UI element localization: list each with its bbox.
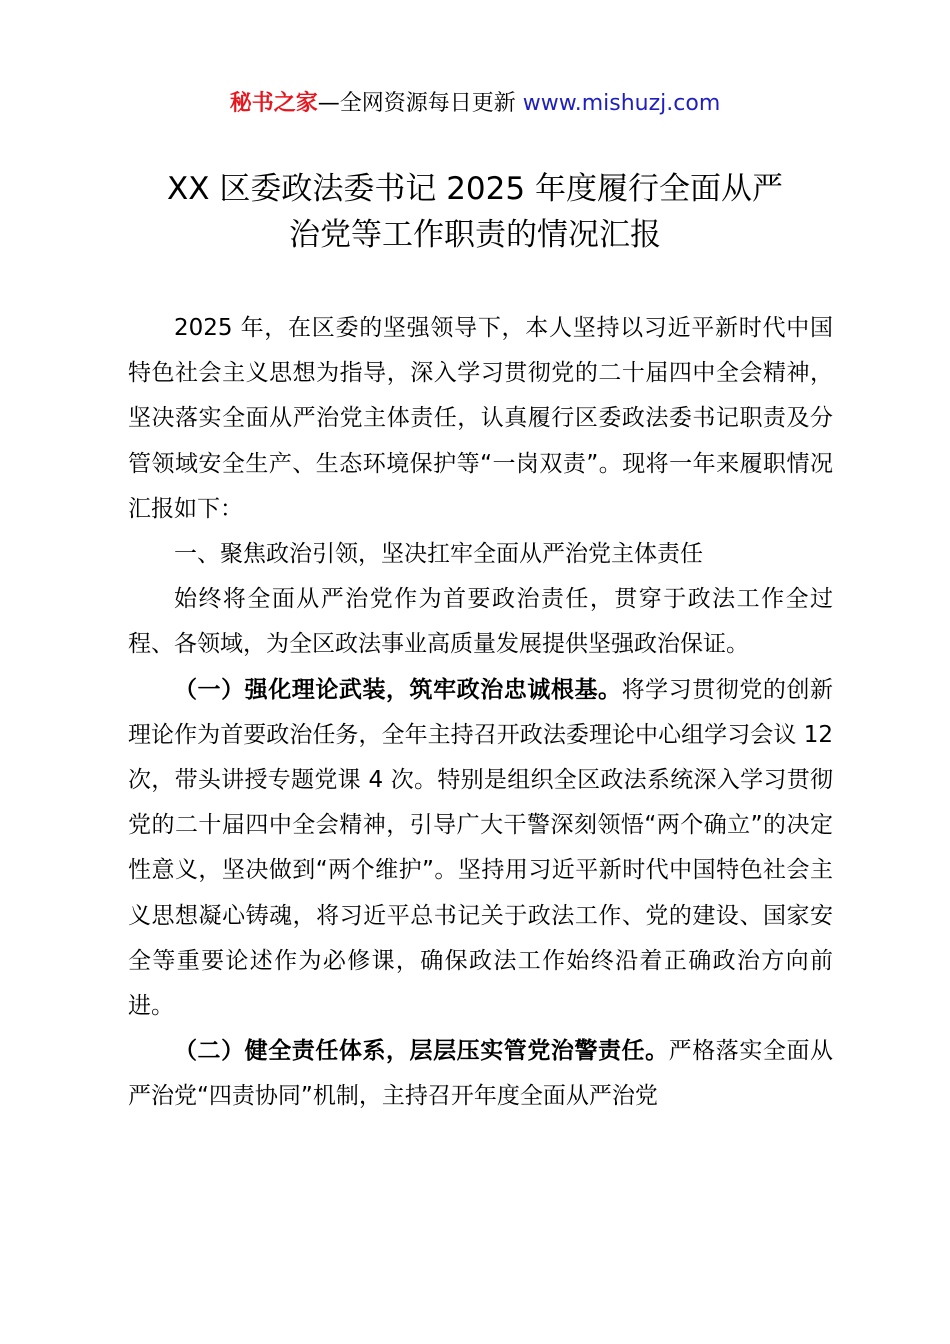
item-2-paragraph: [128, 1029, 833, 1119]
item-2-text: 严格落实全面从严治党“四责协同”机制，主持召开年度全面从严治党: [128, 1038, 834, 1110]
header-tagline: —全网资源每日更新: [317, 91, 516, 116]
item-1-paragraph: [128, 668, 833, 1030]
title-line-2: 治党等工作职责的情况汇报: [289, 217, 661, 253]
document-body: [128, 306, 833, 1120]
item-1-lead: （一）强化理论武装，筑牢政治忠诚根基。: [174, 676, 622, 703]
item-2-lead: （二）健全责任体系，层层压实管党治警责任。: [174, 1038, 669, 1065]
item-1-text: 将学习贯彻党的创新理论作为首要政治任务，全年主持召开政法委理论中心组学习会议 12 次，带头讲授专题党课 4 次。特别是组织全区政法系统深入学习贯彻党的二十届四中全会精神，引导广大干警深刻领悟“两个确立”的决定性意义，坚决做到“两个维护”。坚持用习近平新时代中国特色社会主义思想凝心铸魂，将习近平总书记关于政法工作、党的建设、国家安全等重要论述作为必修课，确保政法工作始终沿着正确政治方向前进。: [128, 676, 834, 1020]
header-url-link[interactable]: www.mishuzj.com: [522, 91, 721, 116]
section-1-intro: 始终将全面从严治党作为首要政治责任，贯穿于政法工作全过程、各领域，为全区政法事业高质量发展提供坚强政治保证。: [128, 586, 833, 658]
document-title: [100, 166, 850, 258]
title-line-1: XX 区委政法委书记 2025 年度履行全面从严: [167, 171, 783, 207]
intro-paragraph: 2025 年，在区委的坚强领导下，本人坚持以习近平新时代中国特色社会主义思想为指导，深入学习贯彻党的二十届四中全会精神，坚决落实全面从严治党主体责任，认真履行区委政法委书记职责及分管领域安全生产、生态环境保护等“一岗双责”。现将一年来履职情况汇报如下：: [128, 315, 833, 522]
section-heading-1: 一、聚焦政治引领，坚决扛牢全面从严治党主体责任: [174, 541, 703, 568]
header-brand: 秘书之家: [229, 91, 318, 116]
site-header: [0, 88, 950, 120]
